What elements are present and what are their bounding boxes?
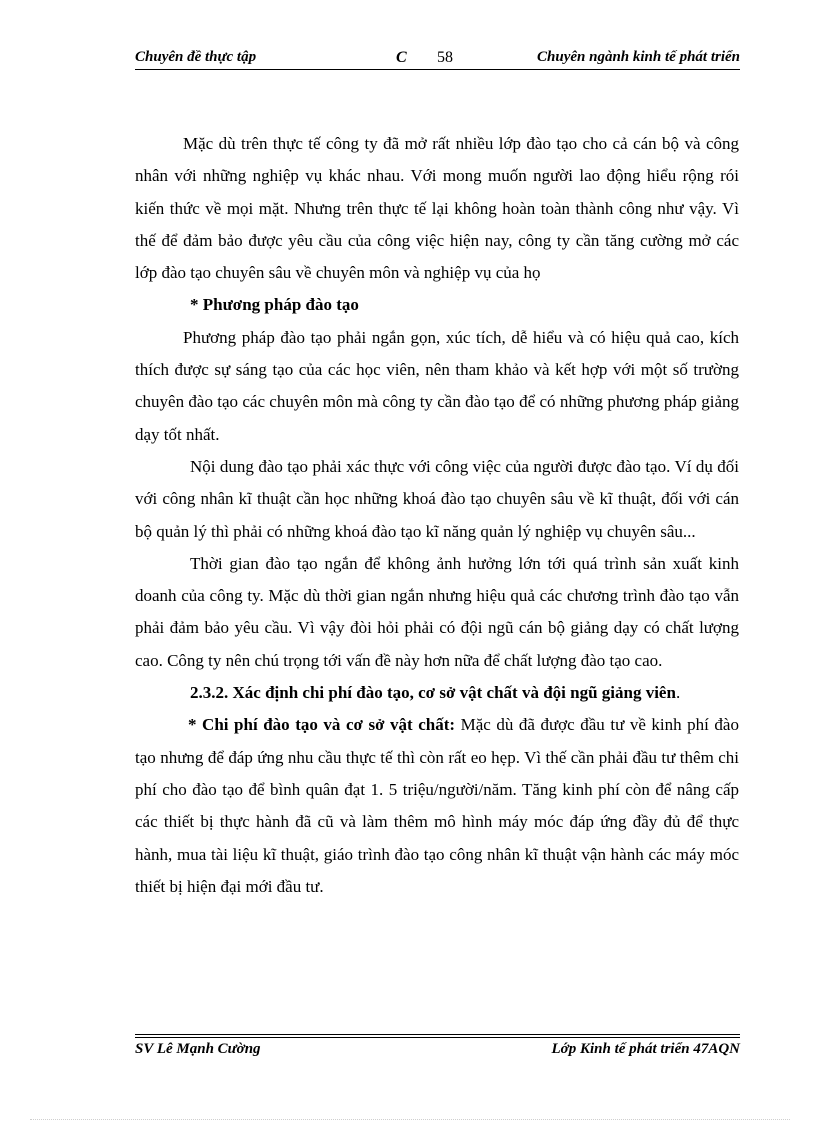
footer-class-name: Lớp Kinh tế phát triển 47AQN [551, 1041, 740, 1057]
header-document-type: Chuyên đề thực tập [135, 49, 257, 65]
page-header [135, 47, 740, 69]
header-major: Chuyên ngành kinh tế phát triển [537, 49, 740, 65]
paragraph-training-cost-text: Mặc dù đã được đầu tư về kinh phí đào tạo nhưng để đáp ứng nhu cầu thực tế thì còn rất eo hẹp. Vì thế cần phải đầu tư thêm chi phí cho đào tạo để bình quân đạt 1. 5 triệu/người/năm. Tăng kinh phí còn để nâng cấp các thiết bị thực hành đã cũ và làm thêm mô hình máy móc đáp ứng đầy đủ để thực hành, mua tài liệu kĩ thuật, giáo trình đào tạo công nhân kĩ thuật vận hành các máy móc thiết bị hiện đại mới đầu tư. [135, 715, 739, 896]
paragraph-training-content: Nội dung đào tạo phải xác thực với công việc của người được đào tạo. Ví dụ đối với công nhân kĩ thuật cần học những khoá đào tạo chuyên sâu về kĩ thuật, đối với cán bộ quản lý thì phải có những khoá đào tạo kĩ năng quản lý nghiệp vụ chuyên sâu... [135, 456, 739, 541]
paragraph-training-intro: Mặc dù trên thực tế công ty đã mở rất nhiều lớp đào tạo cho cả cán bộ và công nhân với những nghiệp vụ khác nhau. Với mong muốn người lao động hiểu rộng rói kiến thức về mọi mặt. Nhưng trên thực tế lại không hoàn toàn thành công như vậy. Vì thế để đảm bảo được yêu cầu của công việc hiện nay, công ty cần tăng cường mở các lớp đào tạo chuyên sâu về chuyên môn và nghiệp vụ của họ [135, 134, 739, 283]
page-footer [135, 1041, 740, 1063]
paragraph-training-method: Phương pháp đào tạo phải ngắn gọn, xúc tích, dễ hiểu và có hiệu quả cao, kích thích được sự sáng tạo của các học viên, nên tham khảo và kết hợp với một số trường chuyên đào tạo các chuyên môn mà công ty cần đào tạo để có những phương pháp giảng dạy tốt nhất. [135, 327, 739, 444]
paragraph-training-cost [135, 709, 739, 903]
page-number: 58 [437, 49, 453, 66]
paragraph-training-time: Thời gian đào tạo ngắn để không ảnh hưởng lớn tới quá trình sản xuất kinh doanh của công ty. Mặc dù thời gian ngắn nhưng hiệu quả các chương trình đào tạo vẫn phải đảm bảo yêu cầu. Vì vậy đòi hỏi phải có đội ngũ cán bộ giảng dạy có chất lượng cao. Công ty nên chú trọng tới vấn đề này hơn nữa để chất lượng đào tạo cao. [135, 553, 739, 670]
section-heading-2-3-2 [135, 677, 739, 709]
footer-student-name: SV Lê Mạnh Cường [135, 1041, 261, 1057]
page-edge [30, 1119, 790, 1120]
section-heading-text: 2.3.2. Xác định chi phí đào tạo, cơ sở vật chất và đội ngũ giảng viên [190, 683, 676, 703]
section-heading-period: . [675, 683, 681, 703]
heading-training-method: * Phương pháp đào tạo [190, 295, 359, 315]
header-divider [135, 69, 740, 70]
header-mid-letter: C [396, 49, 407, 66]
footer-divider-bottom [135, 1037, 740, 1038]
footer-divider-top [135, 1034, 740, 1035]
document-body [135, 128, 739, 903]
paragraph-lead-label: * Chi phí đào tạo và cơ sở vật chất: [188, 715, 456, 735]
